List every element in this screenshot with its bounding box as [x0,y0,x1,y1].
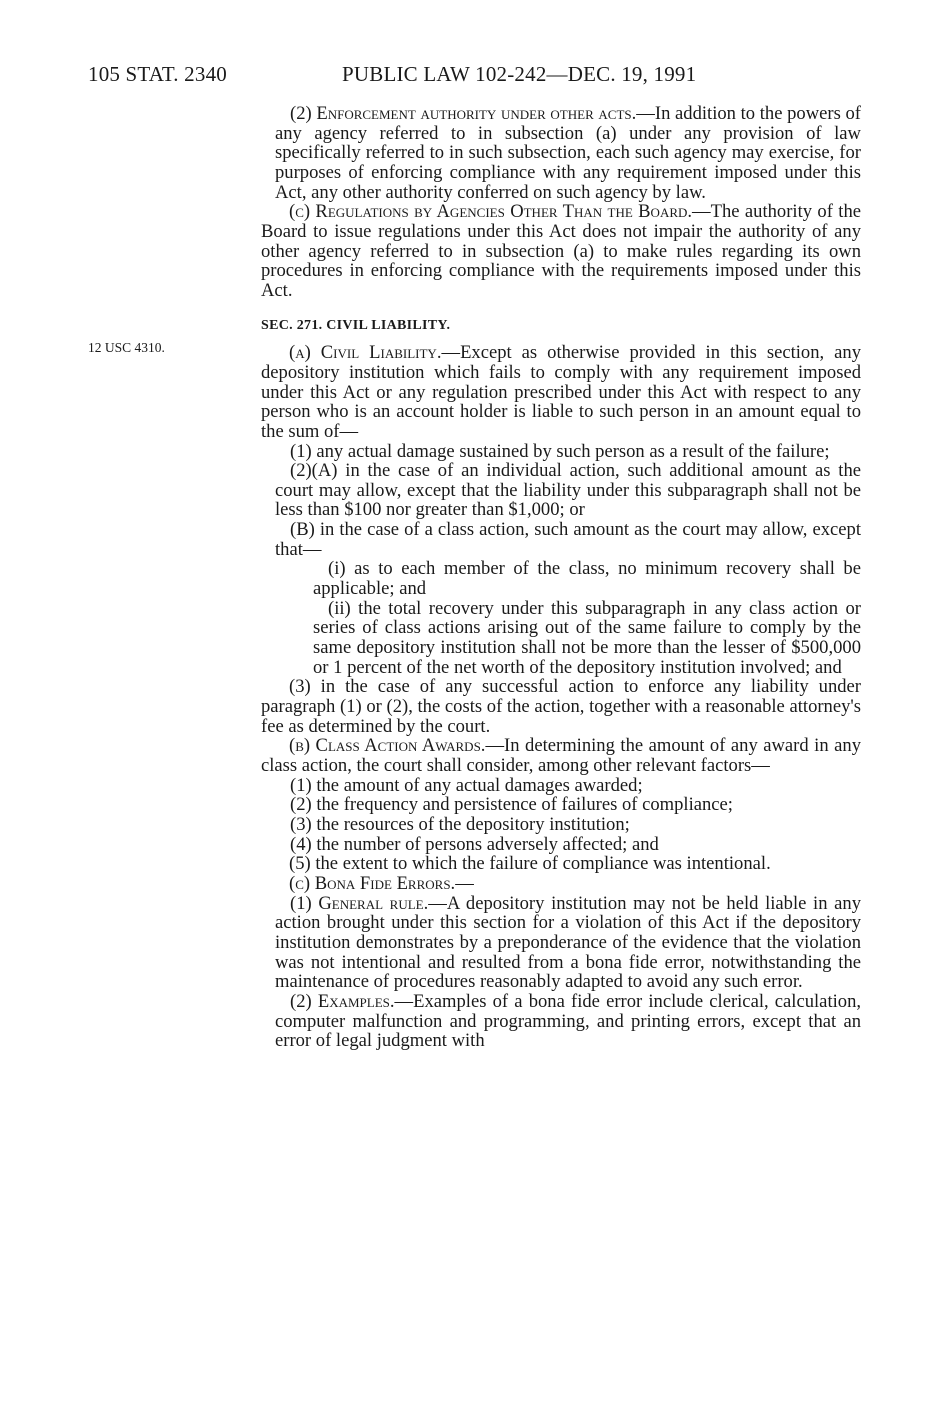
paragraph-examples [261,992,861,1051]
paragraph-bona-fide-errors [261,874,861,894]
paragraph-enforcement-authority [261,104,861,202]
paragraph-general-rule [261,894,861,992]
paragraph-text: —Examples of a bona fide error include clerical, calculation, computer malfunction and programming, and printing errors, except that an error of legal judgment with [275,990,862,1052]
paragraph-class-action-awards [261,736,861,775]
list-item: (ii) the total recovery under this subparagraph in any class action or series of class actions arising out of the same failure to comply by the same depository institution shall not be more than the lesser of $500,000 or 1 percent of the net worth of the depository institution involved; and [313,597,861,678]
list-item: (1) the amount of any actual damages awarded; [290,774,643,796]
list-item: (4) the number of persons adversely affected; and [290,833,659,855]
paragraph-text: —Except as otherwise provided in this section, any depository institution which fails to comply with any requirement imposed under this Act or any regulation prescribed under this Act with respect to any person who is an account holder is liable to such person in an amount equal to the sum of— [261,342,861,442]
list-item: (2) the frequency and persistence of failures of compliance; [290,794,733,816]
paragraph-heading: (b) Class Action Awards. [289,735,486,757]
paragraph-text: —In determining the amount of any award in any class action, the court shall consider, among other relevant factors— [261,735,861,776]
paragraph-heading: (2) Enforcement authority under other acts. [290,103,637,124]
list-item: (3) in the case of any successful action to enforce any liability under paragraph (1) or (2), the costs of the action, together with a reasonable attorney's fee as determined by the court. [261,676,861,737]
paragraph-text: —A depository institution may not be held liable in any action brought under this section for a violation of this Act if the depository institution demonstrates by a preponderance of the evidence that the violation was not intentional and resulted from a bona fide error, notwithstanding the maintenance of procedures reasonably adapted to avoid any such error. [275,892,861,993]
list-item: (i) as to each member of the class, no minimum recovery shall be applicable; and [313,558,861,600]
document-body [261,104,861,1051]
list-item: (2)(A) in the case of an individual action, such additional amount as the court may allow, except that the liability under this subparagraph shall not be less than $100 nor greater than $1,000; or [275,460,861,521]
paragraph-regulations [261,202,861,300]
list-item: (B) in the case of a class action, such amount as the court may allow, except that— [275,519,861,560]
paragraph-heading: (c) Bona Fide Errors. [289,872,456,894]
paragraph-text: —In addition to the powers of any agency referred to in subsection (a) under any provision of law specifically referred to in such subsection, each such agency may exercise, for purposes of enforcing compliance with any requirement imposed under this Act, any other authority conferred on such agency by law. [275,103,861,203]
margin-citation: 12 USC 4310. [88,340,165,355]
paragraph-civil-liability [261,343,861,441]
list-item: (5) the extent to which the failure of compliance was intentional. [289,853,771,875]
page-title: PUBLIC LAW 102-242—DEC. 19, 1991 [342,62,697,86]
paragraph-heading: (a) Civil Liability. [289,342,442,364]
list-item: (1) any actual damage sustained by such person as a result of the failure; [290,440,830,462]
paragraph-text: —The authority of the Board to issue regulations under this Act does not impair the authority of any other agency referred to in subsection (a) to make rules regarding its own procedures in enforcing compliance with the requirements imposed under this Act. [261,201,862,301]
list-item: (3) the resources of the depository institution; [290,813,630,835]
paragraph-heading: (1) General rule. [290,892,429,914]
paragraph-heading: (c) Regulations by Agencies Other Than the Board. [289,201,693,223]
page-reference: 105 STAT. 2340 [88,62,227,86]
paragraph-text: — [455,872,474,894]
section-heading: SEC. 271. CIVIL LIABILITY. [261,317,451,333]
paragraph-heading: (2) Examples. [290,990,395,1012]
